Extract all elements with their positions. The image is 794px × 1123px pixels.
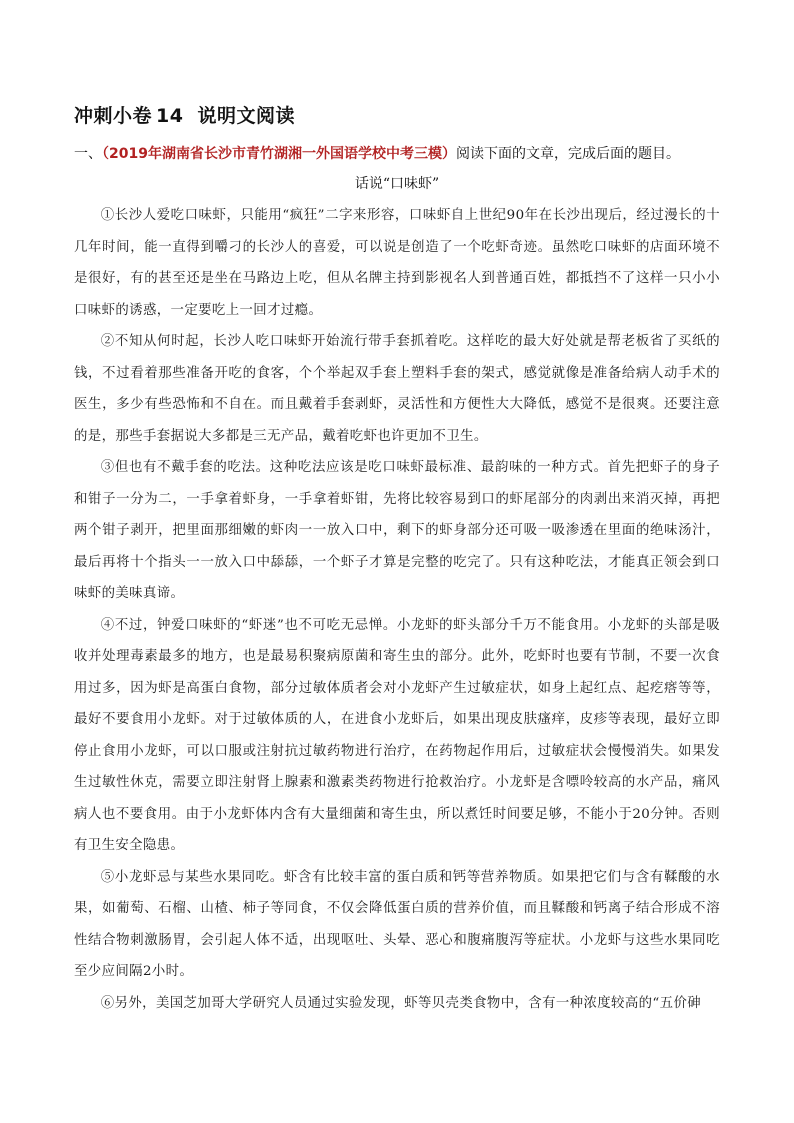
paragraph-3: ③但也有不戴手套的吃法。这种吃法应该是吃口味虾最标准、最韵味的一种方式。首先把虾子的身子和钳子一分为二，一手拿着虾身，一手拿着虾钳，先将比较容易到口的虾尾部分的肉剥出来消灭掉，再把两个钳子剥开，把里面那细嫩的虾肉一一放入口中，剩下的虾身部分还可吸一吸渗透在里面的绝味汤汁，最后再将十个指头一一放入口中舔舔，一个虾子才算是完整的吃完了。只有这种吃法，才能真正领会到口味虾的美味真谛。 [74,460,720,601]
question-instruction: 阅读下面的文章，完成后面的题目。 [455,146,680,162]
paragraph-6: ⑥另外，美国芝加哥大学研究人员通过实验发现，虾等贝壳类食物中，含有一种浓度较高的“五价砷 [100,995,702,1011]
question-source: （2019年湖南省长沙市青竹湖湘一外国语学校中考三模） [102,146,456,162]
paragraph-5: ⑤小龙虾忌与某些水果同吃。虾含有比较丰富的蛋白质和钙等营养物质。如果把它们与含有鞣酸的水果，如葡萄、石榴、山楂、柿子等同食，不仅会降低蛋白质的营养价值，而且鞣酸和钙离子结合形成不溶性结合物刺激肠胃，会引起人体不适，出现呕吐、头晕、恶心和腹痛腹泻等症状。小龙虾与这些水果同吃至少应间隔2小时。 [74,869,720,979]
paragraph-1: ①长沙人爱吃口味虾，只能用“疯狂”二字来形容，口味虾自上世纪90年在长沙出现后，经过漫长的十几年时间，能一直得到嚼刁的长沙人的喜爱，可以说是创造了一个吃虾奇迹。虽然吃口味虾的店面环境不是很好，有的甚至还是坐在马路边上吃，但从名牌主持到影视名人到普通百姓，都抵挡不了这样一只小小口味虾的诱惑，一定要吃上一回才过瘾。 [74,208,720,318]
article-body [74,200,720,1019]
page-title [74,101,295,128]
title-main: 冲刺小卷 [74,105,153,127]
question-prefix: 一、 [74,146,102,162]
title-subtitle: 说明文阅读 [197,105,295,127]
title-number: 14 [156,105,184,127]
article-title: 话说“口味虾” [354,176,440,192]
paragraph-4: ④不过，钟爱口味虾的“虾迷”也不可吃无忌惮。小龙虾的虾头部分千万不能食用。小龙虾的头部是吸收并处理毒素最多的地方，也是最易积聚病原菌和寄生虫的部分。此外，吃虾时也要有节制，不要一次食用过多，因为虾是高蛋白食物，部分过敏体质者会对小龙虾产生过敏症状，如身上起红点、起疙瘩等等，最好不要食用小龙虾。对于过敏体质的人，在进食小龙虾后，如果出现皮肤瘙痒，皮疹等表现，最好立即停止食用小龙虾，可以口服或注射抗过敏药物进行治疗，在药物起作用后，过敏症状会慢慢消失。如果发生过敏性休克，需要立即注射肾上腺素和激素类药物进行抢救治疗。小龙虾是含嘌呤较高的水产品，痛风病人也不要食用。由于小龙虾体内含有大量细菌和寄生虫，所以煮饪时间要足够，不能小于20分钟。否则有卫生安全隐患。 [74,617,720,853]
question-header [74,143,680,163]
paragraph-2: ②不知从何时起，长沙人吃口味虾开始流行带手套抓着吃。这样吃的最大好处就是帮老板省了买纸的钱，不过看着那些准备开吃的食客，个个举起双手套上塑料手套的架式，感觉就像是准备给病人动手术的医生，多少有些恐怖和不自在。而且戴着手套剥虾，灵活性和方便性大大降低，感觉不是很爽。还要注意的是，那些手套据说大多都是三无产品，戴着吃虾也许更加不卫生。 [74,334,720,444]
